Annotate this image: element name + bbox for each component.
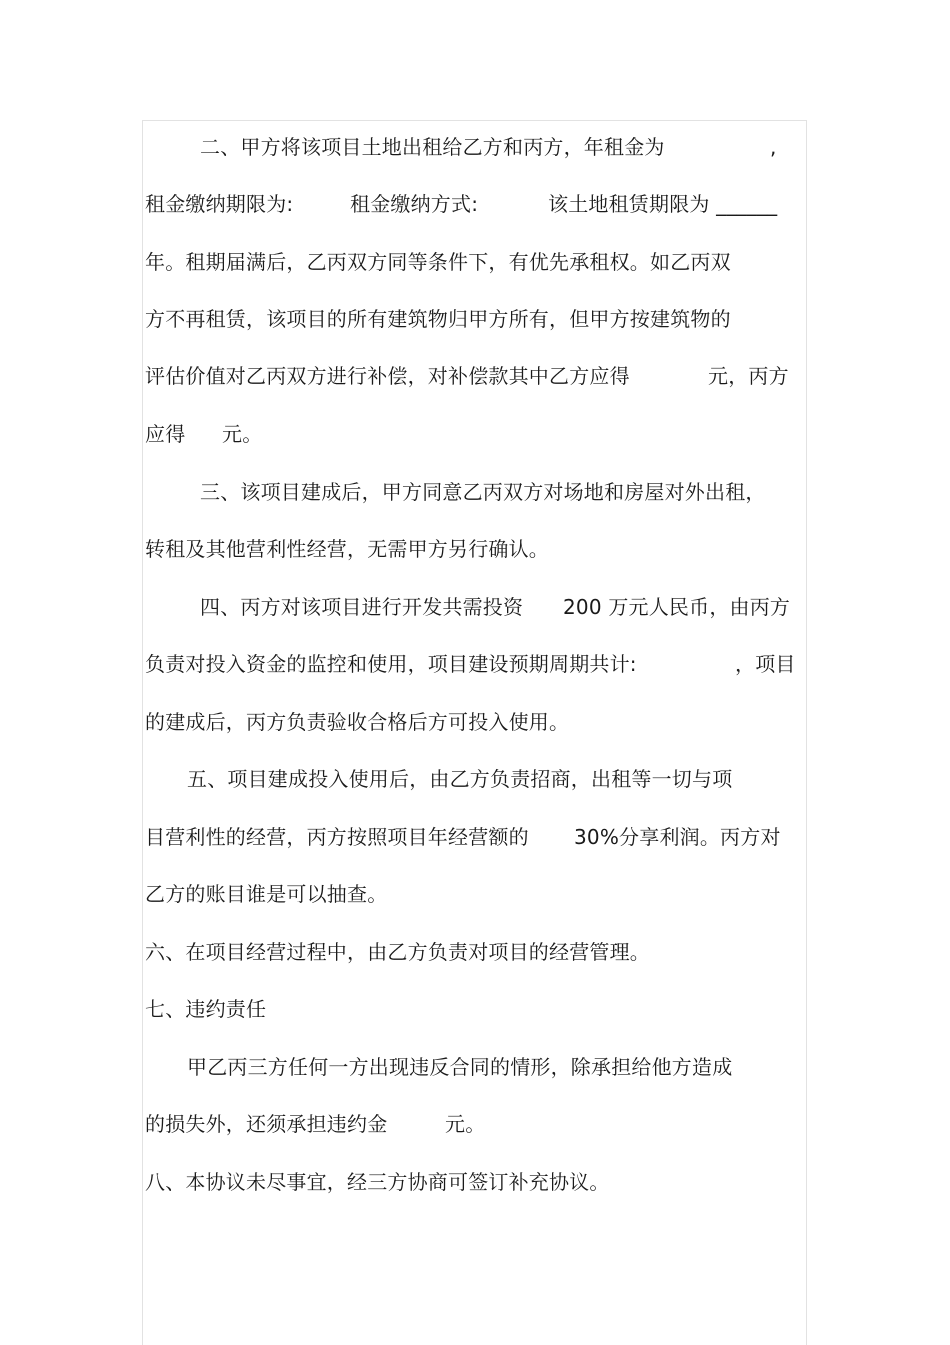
- clause-4-line-1a: 四、丙方对该项目进行开发共需投资: [200, 595, 524, 619]
- clause-7-heading: 七、违约责任: [145, 997, 267, 1021]
- clause-2-line-2c: 该土地租赁期限为 ______: [548, 192, 778, 216]
- clause-5-line-3: 乙方的账目谁是可以抽查。: [145, 882, 388, 906]
- clause-2-comma: ,: [770, 135, 777, 159]
- clause-2-line-5a: 评估价值对乙丙双方进行补偿，对补偿款其中乙方应得: [145, 364, 630, 388]
- clause-5-line-2b: 30%分享利润。丙方对: [574, 825, 781, 849]
- clause-2-line-6a: 应得: [145, 422, 186, 446]
- clause-5-line-1: 五、项目建成投入使用后，由乙方负责招商，出租等一切与项: [187, 767, 733, 791]
- clause-2-line-4: 方不再租赁，该项目的所有建筑物归甲方所有，但甲方按建筑物的: [145, 307, 731, 331]
- clause-7-line-2b: 元。: [445, 1112, 486, 1136]
- clause-2-line-2a: 租金缴纳期限为:: [145, 192, 294, 216]
- clause-2-line-6b: 元。: [222, 422, 263, 446]
- clause-2-line-5b: 元，丙方: [708, 364, 789, 388]
- clause-2-line-1: 二、甲方将该项目土地出租给乙方和丙方，年租金为: [200, 135, 665, 159]
- clause-3-line-2: 转租及其他营利性经营，无需甲方另行确认。: [145, 537, 549, 561]
- clause-3-line-1: 三、该项目建成后，甲方同意乙丙双方对场地和房屋对外出租，: [200, 480, 766, 504]
- clause-4-line-1b: 200 万元人民币，由丙方: [563, 595, 791, 619]
- clause-5-line-2a: 目营利性的经营，丙方按照项目年经营额的: [145, 825, 529, 849]
- clause-4-line-2b: ，项目: [735, 652, 796, 676]
- clause-2-line-3: 年。租期届满后，乙丙双方同等条件下，有优先承租权。如乙丙双: [145, 250, 731, 274]
- clause-7-line-2a: 的损失外，还须承担违约金: [145, 1112, 388, 1136]
- clause-6: 六、在项目经营过程中，由乙方负责对项目的经营管理。: [145, 940, 650, 964]
- clause-8: 八、本协议未尽事宜，经三方协商可签订补充协议。: [145, 1170, 610, 1194]
- clause-4-line-2a: 负责对投入资金的监控和使用，项目建设预期周期共计:: [145, 652, 637, 676]
- clause-7-line-1: 甲乙丙三方任何一方出现违反合同的情形，除承担给他方造成: [187, 1055, 733, 1079]
- clause-2-line-2b: 租金缴纳方式:: [350, 192, 479, 216]
- clause-4-line-3: 的建成后，丙方负责验收合格后方可投入使用。: [145, 710, 570, 734]
